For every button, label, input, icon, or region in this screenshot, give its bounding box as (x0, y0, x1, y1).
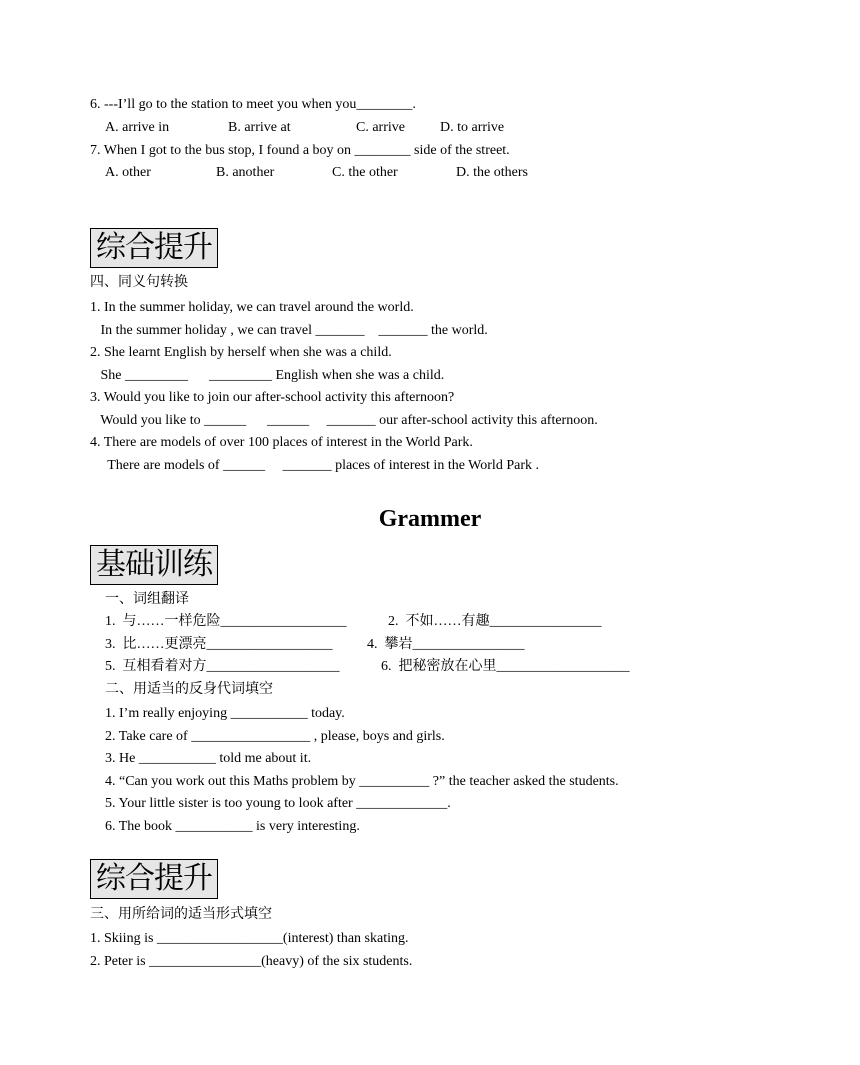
exercise-line: 3. Would you like to join our after-school activity this afternoon? (90, 390, 455, 405)
q6-option-a: A. arrive in (105, 120, 170, 135)
exercise-line: There are models of ______ _______ places of interest in the World Park . (90, 458, 539, 473)
phrase-item: 6. 把秘密放在心里___________________ (381, 659, 630, 674)
exercise-line: 3. He ___________ told me about it. (105, 751, 312, 766)
section-box-label: 综合提升 (90, 228, 218, 268)
exercise-line: 2. Take care of _________________ , please, boys and girls. (105, 729, 445, 744)
q6-option-d: D. to arrive (440, 120, 505, 135)
exercise-line: In the summer holiday , we can travel _______ _______ the world. (90, 323, 488, 338)
phrase-item: 2. 不如……有趣________________ (388, 614, 602, 629)
phrase-item: 3. 比……更漂亮__________________ (105, 637, 333, 652)
phrase-item: 1. 与……一样危险__________________ (105, 614, 347, 629)
section-title: 三、用所给词的适当形式填空 (90, 907, 272, 922)
page-heading: Grammer (378, 506, 482, 532)
question-7: 7. When I got to the bus stop, I found a boy on ________ side of the street. (90, 143, 510, 158)
q7-option-b: B. another (216, 165, 275, 180)
q6-option-c: C. arrive (356, 120, 405, 135)
exercise-line: 6. The book ___________ is very interesting. (105, 819, 360, 834)
q7-option-c: C. the other (332, 165, 398, 180)
exercise-line: Would you like to ______ ______ _______ our after-school activity this afternoon. (90, 413, 598, 428)
exercise-line: 4. There are models of over 100 places of interest in the World Park. (90, 435, 473, 450)
exercise-line: 2. She learnt English by herself when she was a child. (90, 345, 392, 360)
q6-option-b: B. arrive at (228, 120, 291, 135)
phrase-item: 5. 互相看着对方___________________ (105, 659, 340, 674)
section-box-label: 综合提升 (90, 859, 218, 899)
section-title: 二、用适当的反身代词填空 (105, 682, 273, 697)
section-title: 四、同义句转换 (90, 275, 188, 290)
q7-option-d: D. the others (456, 165, 528, 180)
exercise-line: 1. I’m really enjoying ___________ today. (105, 706, 345, 721)
phrase-item: 4. 攀岩________________ (367, 637, 525, 652)
exercise-line: 2. Peter is ________________(heavy) of the six students. (90, 954, 413, 969)
exercise-line: 4. “Can you work out this Maths problem by __________ ?” the teacher asked the students. (105, 774, 619, 789)
section-box-label: 基础训练 (90, 545, 218, 585)
section-title: 一、词组翻译 (105, 592, 189, 607)
q7-option-a: A. other (105, 165, 151, 180)
exercise-line: 1. In the summer holiday, we can travel around the world. (90, 300, 414, 315)
exercise-line: 1. Skiing is __________________(interest) than skating. (90, 931, 409, 946)
question-6: 6. ---I’ll go to the station to meet you when you________. (90, 97, 416, 112)
exercise-line: She _________ _________ English when she was a child. (90, 368, 445, 383)
exercise-line: 5. Your little sister is too young to look after _____________. (105, 796, 451, 811)
